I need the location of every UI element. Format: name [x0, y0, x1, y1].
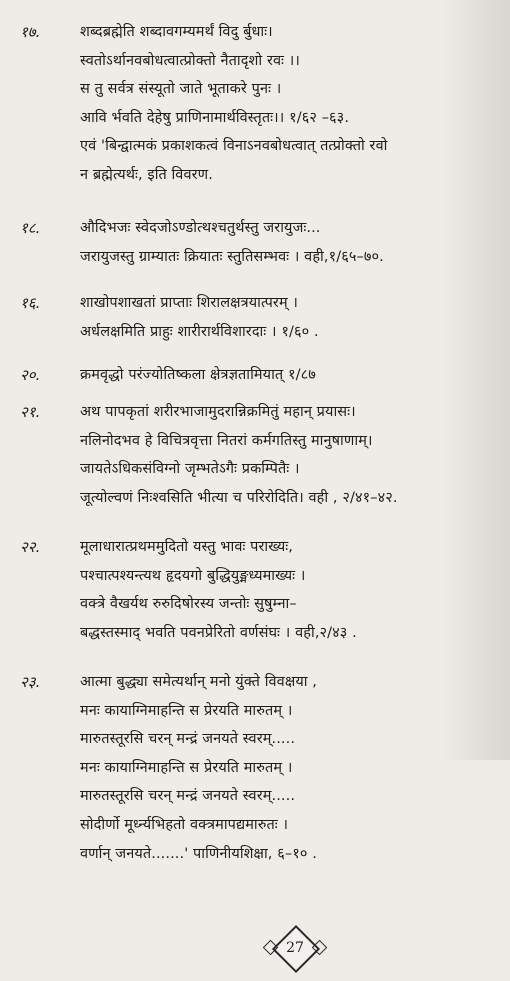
verse-line: वर्णान् जनयते.......' पाणिनीयशिक्षा, ६–१० . — [80, 845, 317, 862]
verse-line: मारुतस्तूरसि चरन् मन्द्रं जनयते स्वरम्..... — [80, 788, 296, 805]
verse-line: अथ पापकृतां शरीरभाजामुदरान्निक्रमितुं महान् प्रयासः। — [80, 404, 356, 420]
footnote-number: २२. — [20, 538, 41, 556]
verse-line: अर्धलक्षमिति प्राहुः शारीरार्थविशारदाः । १/६० . — [80, 323, 319, 340]
verse-line: औदिभजः स्वेदजोऽण्डोत्थश्चतुर्थस्तु जरायुजः... — [80, 220, 321, 236]
verse-line: जरायुजस्तु ग्राम्यातः क्रियातः स्तुतिसम्भवः । वही,१/६५–७०. — [80, 248, 384, 265]
footnote-number: २१. — [20, 403, 41, 421]
verse-line: सोदीर्णो मूर्ध्न्यभिहतो वक्त्रमापद्यमारुतः । — [80, 816, 289, 833]
footnote-text — [80, 668, 500, 868]
verse-line: स्वतोऽर्थानवबोधत्वात्प्रोक्तो नैतादृशो रवः ।। — [80, 52, 300, 69]
verse-line: नलिनोदभव हे विचित्रवृत्ता नितरां कर्मगतिस्तु मानुषाणाम्। — [80, 432, 373, 449]
page-footer — [0, 920, 510, 980]
page-number-ornament — [273, 926, 317, 970]
verse-line: स तु सर्वत्र संस्यूतो जाते भूताकरे पुनः । — [80, 81, 282, 98]
verse-line: शब्दब्रह्मेति शब्दावगम्यमर्थं विदु र्बुधाः। — [80, 24, 273, 40]
footnote-text — [80, 214, 500, 271]
footnote-number: १६. — [20, 294, 41, 312]
verse-line: बद्धस्तस्माद् भवति पवनप्रेरितो वर्णसंघः । वही,२/४३ . — [80, 624, 357, 641]
verse-line: मनः कायाग्निमाहन्ति स प्रेरयति मारुतम् । — [80, 759, 293, 776]
footnote-number: १८. — [20, 219, 41, 237]
verse-line: न ब्रह्मेत्यर्थः, इति विवरण. — [80, 166, 213, 183]
verse-line: शाखोपशाखतां प्राप्ताः शिरालक्षत्रयात्परम् । — [80, 295, 299, 311]
verse-line: मारुतस्तूरसि चरन् मन्द्रं जनयते स्वरम्..... — [80, 731, 296, 748]
footnote-number: २३. — [20, 673, 41, 691]
footnote-number: २०. — [20, 366, 41, 384]
verse-line: जायतेऽधिकसंविग्नो जृम्भतेऽगैः प्रकम्पितैः । — [80, 461, 300, 478]
verse-line: मनः कायाग्निमाहन्ति स प्रेरयति मारुतम् । — [80, 702, 293, 719]
footnote-text — [80, 18, 500, 190]
verse-line: एवं 'बिन्द्वात्मकं प्रकाशकत्वं विनाऽनवबोधत्वात् तत्प्रोक्तो रवो — [80, 138, 388, 155]
footnote-text — [80, 361, 500, 390]
verse-line: पश्चात्पश्यन्त्यथ हृदयगो बुद्धियुङ्मध्यमाख्यः । — [80, 567, 306, 584]
footnote-text — [80, 398, 500, 512]
verse-line: आत्मा बुद्ध्या समेत्यर्थान् मनो युंक्ते विवक्षया , — [80, 674, 318, 690]
verse-line: मूलाधारात्प्रथममुदितो यस्तु भावः पराख्यः, — [80, 539, 293, 555]
verse-line: वक्त्रे वैखर्यथ रुरुदिषोरस्य जन्तोः सुषुम्ना– — [80, 596, 297, 613]
footnote-text — [80, 289, 500, 346]
footnote-number: १७. — [20, 23, 41, 41]
verse-line: क्रमवृद्धो परंज्योतिष्कला क्षेत्रज्ञतामियात् १/८७ — [80, 367, 316, 383]
verse-line: जूत्योल्वणं निःश्वसिति भीत्या च परिरोदिति। वही , २/४१–४२. — [80, 489, 398, 506]
verse-line: आवि र्भवति देहेषु प्राणिनामार्थविस्तृतः।। १/६२ –६३. — [80, 109, 350, 126]
page-number: 27 — [286, 940, 304, 956]
footnote-text — [80, 533, 500, 647]
